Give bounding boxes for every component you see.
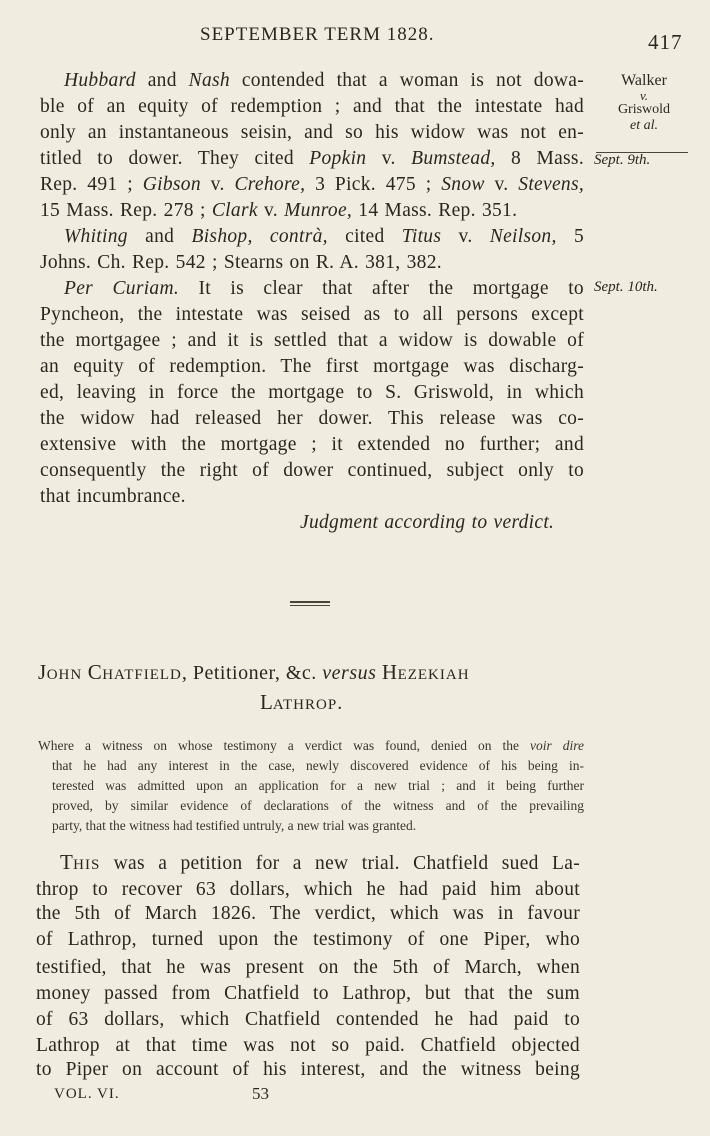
para1-line: ble of an equity of redemption ; and that the intestate had [40,96,584,117]
body-line: money passed from Chatfield to Lathrop, but that the sum [36,983,580,1004]
headnote-line: party, that the witness had testified untruly, a new trial was granted. [52,818,417,833]
opinion-line: the mortgagee ; and it is settled that a widow is dowable of [40,330,584,351]
para1-line: 15 Mass. Rep. 278 ; Clark v. Munroe, 14 Mass. Rep. 351. [40,200,518,221]
judgment: Judgment according to verdict. [300,512,555,533]
headnote-line: that he had any interest in the case, newly discovered evidence of his being in- [52,758,584,773]
margin-case-name: Walker v. Griswold et al. [617,72,671,133]
body-line: of 63 dollars, which Chatfield contended he had paid to [36,1009,580,1030]
section-divider [290,605,330,606]
opinion-line: that incumbrance. [40,486,186,507]
page-number: 417 [648,30,683,54]
body-line: Lathrop at that time was not so paid. Chatfield objected [36,1035,580,1056]
para1-line: Hubbard and Nash contended that a woman is not dowa- [64,70,584,91]
headnote-line: terested was admitted upon an application for a new trial ; and it being further [52,778,584,793]
opinion-line: consequently the right of dower continued, subject only to [40,460,584,481]
case-title: JOHN CHATFIELD, Petitioner, &c. versus HEZEKIAH [38,660,470,684]
body-line: of Lathrop, turned upon the testimony of one Piper, who [36,929,580,950]
body-line: the 5th of March 1826. The verdict, which was in favour [36,903,580,924]
headnote-line: Where a witness on whose testimony a verdict was found, denied on the voir dire [38,738,584,753]
margin-date-2: Sept. 10th. [594,279,658,295]
opinion-line: Per Curiam. It is clear that after the mortgage to [64,278,584,299]
body-line: THIS was a petition for a new trial. Chatfield sued La- [60,850,580,874]
margin-date-1: Sept. 9th. [594,152,651,168]
para1-line: Rep. 491 ; Gibson v. Crehore, 3 Pick. 475 ; Snow v. Stevens, [40,174,585,195]
running-title: SEPTEMBER TERM 1828. [200,24,435,45]
section-divider [290,601,330,603]
opinion-line: Pyncheon, the intestate was seised as to all persons except [40,304,584,325]
para1-line: titled to dower. They cited Popkin v. Bumstead, 8 Mass. [40,148,584,169]
headnote-line: proved, by similar evidence of declarations of the witness and of the prevailing [52,798,584,813]
body-line: throp to recover 63 dollars, which he had paid him about [36,879,580,900]
para2-line: Whiting and Bishop, contrà, cited Titus v. Neilson, 5 [64,226,584,247]
body-line: to Piper on account of his interest, and the witness being [36,1059,580,1080]
para2-line: Johns. Ch. Rep. 542 ; Stearns on R. A. 381, 382. [40,252,442,273]
opinion-line: extensive with the mortgage ; it extended no further; and [40,434,584,455]
para1-line: only an instantaneous seisin, and so his widow was not en- [40,122,584,143]
volume-label: VOL. VI. [54,1086,120,1102]
case-title-line2: LATHROP. [260,690,343,714]
body-line: testified, that he was present on the 5th of March, when [36,957,580,978]
signature-mark: 53 [252,1084,269,1103]
opinion-line: the widow had released her dower. This release was co- [40,408,584,429]
opinion-line: ed, leaving in force the mortgage to S. Griswold, in which [40,382,584,403]
opinion-line: an equity of redemption. The first mortgage was discharg- [40,356,584,377]
